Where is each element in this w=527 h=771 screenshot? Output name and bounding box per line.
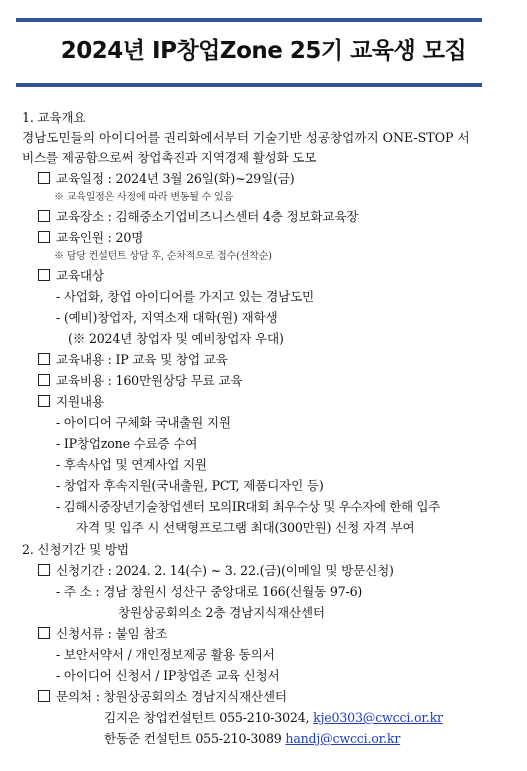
docs-label: 신청서류 : 붙임 참조: [38, 625, 167, 643]
contact-label: 문의처 : 창원상공회의소 경남지식재산센터: [38, 688, 287, 706]
contact-line-2: 한동준 컨설턴트 055-210-3089 handj@cwcci.or.kr: [104, 731, 401, 746]
section-1-heading: 1. 교육개요: [22, 110, 86, 125]
contact-1-email-link[interactable]: kje0303@cwcci.or.kr: [313, 710, 443, 725]
support-item-4: - 창업자 후속지원(국내출원, PCT, 제품디자인 등): [56, 478, 324, 493]
target-item-2: - (예비)창업자, 지역소재 대학(원) 재학생: [56, 310, 278, 325]
schedule-note: ※ 교육일정은 사정에 따라 변동될 수 있음: [54, 192, 234, 203]
checkbox-icon: [38, 269, 50, 281]
contact-line-1: 김지은 창업컨설턴트 055-210-3024, kje0303@cwcci.or.kr: [104, 710, 443, 725]
intro-line-1: 경남도민들의 아이디어를 권리화에서부터 기술기반 성공창업까지 ONE-STOP 서: [22, 130, 470, 145]
contact-2-email-link[interactable]: handj@cwcci.or.kr: [285, 731, 401, 746]
cost-item: 교육비용 : 160만원상당 무료 교육: [38, 372, 242, 390]
address-line-1: - 주 소 : 경남 창원시 성산구 중앙대로 166(신월동 97-6): [56, 584, 363, 599]
support-item-5a: - 김해시중장년기술창업센터 모의IR대회 최우수상 및 우수자에 한해 입주: [56, 499, 440, 514]
checkbox-icon: [38, 231, 50, 243]
target-label: 교육대상: [38, 267, 104, 285]
checkbox-icon: [38, 353, 50, 365]
address-line-2: 창원상공회의소 2층 경남지식재산센터: [118, 605, 325, 620]
checkbox-icon: [38, 627, 50, 639]
page-title: 2024년 IP창업Zone 25기 교육생 모집: [60, 38, 467, 64]
checkbox-icon: [38, 374, 50, 386]
schedule-item: 교육일정 : 2024년 3월 26일(화)~29일(금): [38, 170, 294, 188]
checkbox-icon: [38, 690, 50, 702]
checkbox-icon: [38, 210, 50, 222]
venue-item: 교육장소 : 김해중소기업비즈니스센터 4층 정보화교육장: [38, 208, 358, 226]
title-bottom-rule: [16, 83, 482, 87]
docs-item-2: - 아이디어 신청서 / IP창업존 교육 신청서: [56, 668, 280, 683]
intro-line-2: 비스를 제공함으로써 창업촉진과 지역경제 활성화 도모: [22, 150, 317, 165]
section-2-heading: 2. 신청기간 및 방법: [22, 542, 129, 557]
support-item-2: - IP창업zone 수료증 수여: [56, 436, 198, 451]
support-item-5b: 자격 및 입주 시 선택형프로그램 최대(300만원) 신청 자격 부여: [76, 520, 415, 535]
title-top-rule: [16, 18, 482, 22]
checkbox-icon: [38, 172, 50, 184]
checkbox-icon: [38, 564, 50, 576]
capacity-item: 교육인원 : 20명: [38, 229, 143, 247]
support-item-3: - 후속사업 및 연계사업 지원: [56, 457, 207, 472]
target-item-1: - 사업화, 창업 아이디어를 가지고 있는 경남도민: [56, 289, 315, 304]
docs-item-1: - 보안서약서 / 개인정보제공 활용 동의서: [56, 647, 275, 662]
support-item-1: - 아이디어 구체화 국내출원 지원: [56, 415, 231, 430]
support-label: 지원내용: [38, 393, 104, 411]
checkbox-icon: [38, 395, 50, 407]
period-item: 신청기간 : 2024. 2. 14(수) ~ 3. 22.(금)(이메일 및 방문신청): [38, 562, 394, 580]
capacity-note: ※ 담당 컨설턴트 상담 후, 순차적으로 접수(선착순): [54, 251, 272, 262]
target-item-3: (※ 2024년 창업자 및 예비창업자 우대): [68, 331, 284, 346]
content-item: 교육내용 : IP 교육 및 창업 교육: [38, 351, 228, 369]
